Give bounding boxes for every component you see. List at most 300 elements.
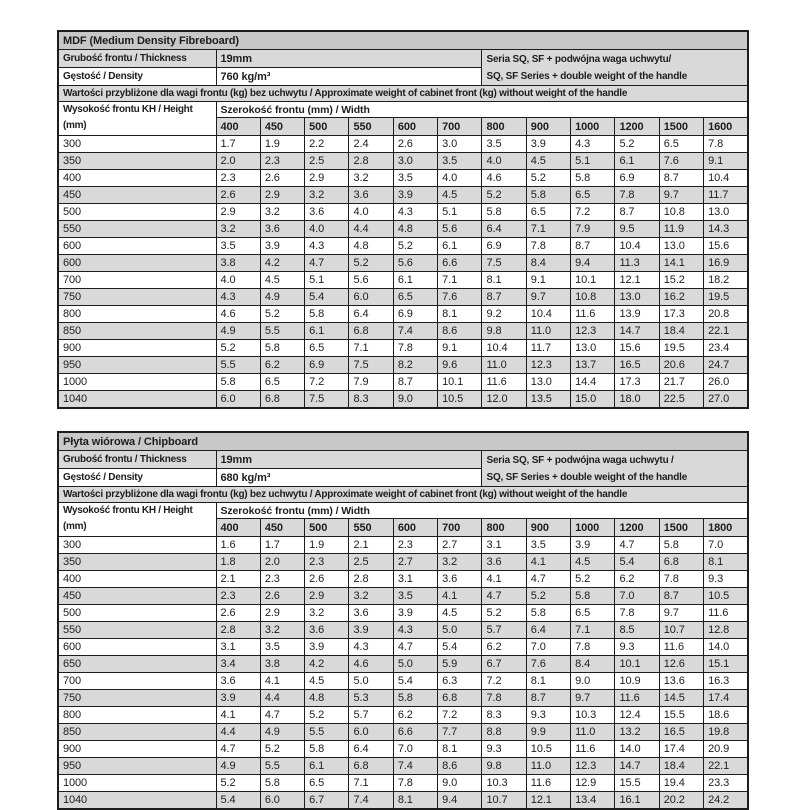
weight-cell: 1.9 bbox=[260, 136, 304, 153]
weight-cell: 16.3 bbox=[704, 673, 748, 690]
row-height-cell: 700 bbox=[58, 673, 216, 690]
weight-cell: 9.3 bbox=[526, 707, 570, 724]
weight-cell: 2.3 bbox=[260, 153, 304, 170]
width-header-cell: 1600 bbox=[704, 118, 748, 136]
weight-cell: 16.5 bbox=[615, 357, 659, 374]
weight-cell: 12.0 bbox=[482, 391, 526, 409]
weight-cell: 5.0 bbox=[438, 622, 482, 639]
series-note bbox=[482, 50, 748, 86]
weight-cell: 7.6 bbox=[526, 656, 570, 673]
weight-cell: 9.3 bbox=[482, 741, 526, 758]
width-header-cell: 700 bbox=[438, 118, 482, 136]
weight-cell: 7.4 bbox=[393, 323, 437, 340]
weight-cell: 13.9 bbox=[615, 306, 659, 323]
width-header-cell: 500 bbox=[305, 519, 349, 537]
height-header-label: Wysokość frontu KH / Height bbox=[63, 505, 193, 516]
weight-cell: 3.2 bbox=[260, 622, 304, 639]
weight-cell: 2.9 bbox=[216, 204, 260, 221]
weight-cell: 5.8 bbox=[260, 775, 304, 792]
weight-cell: 18.4 bbox=[659, 758, 703, 775]
weight-cell: 4.5 bbox=[438, 187, 482, 204]
weight-cell: 11.9 bbox=[659, 221, 703, 238]
weight-cell: 4.0 bbox=[305, 221, 349, 238]
weight-cell: 5.2 bbox=[526, 588, 570, 605]
row-height-cell: 500 bbox=[58, 605, 216, 622]
row-height-cell: 950 bbox=[58, 758, 216, 775]
table-row bbox=[58, 639, 748, 656]
weight-cell: 5.8 bbox=[216, 374, 260, 391]
thickness-row bbox=[58, 50, 748, 68]
weight-cell: 10.8 bbox=[659, 204, 703, 221]
weight-cell: 3.6 bbox=[305, 204, 349, 221]
weight-cell: 8.1 bbox=[438, 741, 482, 758]
weight-cell: 7.2 bbox=[438, 707, 482, 724]
table-row bbox=[58, 758, 748, 775]
weight-cell: 5.0 bbox=[349, 673, 393, 690]
weight-cell: 6.7 bbox=[482, 656, 526, 673]
weight-cell: 7.5 bbox=[482, 255, 526, 272]
width-header-cell: 600 bbox=[393, 519, 437, 537]
weight-cell: 8.7 bbox=[393, 374, 437, 391]
weight-cell: 6.5 bbox=[571, 187, 615, 204]
weight-cell: 11.6 bbox=[704, 605, 748, 622]
weight-cell: 16.2 bbox=[659, 289, 703, 306]
row-height-cell: 900 bbox=[58, 340, 216, 357]
table-row bbox=[58, 792, 748, 810]
weight-cell: 18.2 bbox=[704, 272, 748, 289]
width-header-cell: 800 bbox=[482, 519, 526, 537]
weight-cell: 4.7 bbox=[260, 707, 304, 724]
row-height-cell: 300 bbox=[58, 537, 216, 554]
weight-cell: 5.6 bbox=[349, 272, 393, 289]
weight-cell: 5.2 bbox=[216, 775, 260, 792]
weight-cell: 5.4 bbox=[393, 673, 437, 690]
weight-cell: 7.0 bbox=[393, 741, 437, 758]
weight-cell: 3.9 bbox=[349, 622, 393, 639]
weight-cell: 5.5 bbox=[216, 357, 260, 374]
weight-cell: 20.6 bbox=[659, 357, 703, 374]
weight-cell: 7.9 bbox=[349, 374, 393, 391]
weight-cell: 6.9 bbox=[393, 306, 437, 323]
weight-cell: 5.8 bbox=[305, 741, 349, 758]
weight-cell: 9.1 bbox=[438, 340, 482, 357]
weight-cell: 3.9 bbox=[393, 187, 437, 204]
weight-cell: 2.8 bbox=[349, 571, 393, 588]
mdf-title-row bbox=[58, 31, 748, 50]
weight-cell: 6.0 bbox=[260, 792, 304, 810]
weight-cell: 4.7 bbox=[305, 255, 349, 272]
weight-cell: 2.3 bbox=[216, 170, 260, 187]
width-header-cell: 450 bbox=[260, 118, 304, 136]
table-row bbox=[58, 537, 748, 554]
weight-cell: 9.4 bbox=[438, 792, 482, 810]
weight-cell: 3.8 bbox=[260, 656, 304, 673]
weight-cell: 4.5 bbox=[305, 673, 349, 690]
weight-cell: 4.7 bbox=[216, 741, 260, 758]
weight-cell: 12.1 bbox=[526, 792, 570, 810]
weight-cell: 6.1 bbox=[438, 238, 482, 255]
weight-cell: 13.0 bbox=[659, 238, 703, 255]
weight-cell: 3.6 bbox=[349, 605, 393, 622]
weight-cell: 6.3 bbox=[438, 673, 482, 690]
weight-cell: 8.6 bbox=[438, 758, 482, 775]
height-header-unit: (mm) bbox=[63, 120, 87, 131]
weight-cell: 2.5 bbox=[305, 153, 349, 170]
weight-cell: 24.7 bbox=[704, 357, 748, 374]
weight-cell: 11.0 bbox=[571, 724, 615, 741]
table-row bbox=[58, 340, 748, 357]
weight-cell: 8.1 bbox=[482, 272, 526, 289]
weight-cell: 2.8 bbox=[349, 153, 393, 170]
weight-cell: 6.9 bbox=[482, 238, 526, 255]
width-header-cell: 500 bbox=[305, 118, 349, 136]
weight-cell: 9.7 bbox=[571, 690, 615, 707]
weight-cell: 21.7 bbox=[659, 374, 703, 391]
table-row bbox=[58, 238, 748, 255]
weight-cell: 4.7 bbox=[482, 588, 526, 605]
weight-cell: 6.1 bbox=[305, 323, 349, 340]
weight-cell: 13.6 bbox=[659, 673, 703, 690]
weight-cell: 3.9 bbox=[393, 605, 437, 622]
weight-cell: 5.1 bbox=[571, 153, 615, 170]
mdf-table-body bbox=[58, 136, 748, 409]
weight-cell: 16.9 bbox=[704, 255, 748, 272]
weight-cell: 4.0 bbox=[482, 153, 526, 170]
weight-cell: 13.0 bbox=[526, 374, 570, 391]
width-header-cell: 900 bbox=[526, 118, 570, 136]
row-height-cell: 600 bbox=[58, 255, 216, 272]
weight-cell: 8.7 bbox=[482, 289, 526, 306]
weight-cell: 3.8 bbox=[216, 255, 260, 272]
weight-cell: 5.4 bbox=[216, 792, 260, 810]
row-height-cell: 600 bbox=[58, 639, 216, 656]
weight-cell: 14.7 bbox=[615, 323, 659, 340]
weight-cell: 15.2 bbox=[659, 272, 703, 289]
weight-cell: 8.4 bbox=[526, 255, 570, 272]
weight-cell: 3.9 bbox=[571, 537, 615, 554]
weight-cell: 4.3 bbox=[349, 639, 393, 656]
weight-cell: 3.6 bbox=[349, 187, 393, 204]
weight-cell: 11.6 bbox=[571, 741, 615, 758]
weight-cell: 6.8 bbox=[438, 690, 482, 707]
weight-cell: 11.7 bbox=[704, 187, 748, 204]
row-height-cell: 500 bbox=[58, 204, 216, 221]
weight-cell: 9.7 bbox=[526, 289, 570, 306]
weight-cell: 13.0 bbox=[704, 204, 748, 221]
weight-cell: 10.5 bbox=[526, 741, 570, 758]
weight-cell: 20.9 bbox=[704, 741, 748, 758]
weight-cell: 18.4 bbox=[659, 323, 703, 340]
table-title: Płyta wiórowa / Chipboard bbox=[58, 432, 748, 451]
weight-cell: 2.3 bbox=[393, 537, 437, 554]
weight-cell: 7.4 bbox=[349, 792, 393, 810]
weight-cell: 3.2 bbox=[438, 554, 482, 571]
weight-cell: 9.6 bbox=[438, 357, 482, 374]
weight-cell: 5.2 bbox=[571, 571, 615, 588]
weight-cell: 9.8 bbox=[482, 323, 526, 340]
weight-cell: 11.6 bbox=[482, 374, 526, 391]
weight-cell: 6.2 bbox=[393, 707, 437, 724]
weight-cell: 9.0 bbox=[393, 391, 437, 409]
weight-cell: 11.3 bbox=[615, 255, 659, 272]
table-row bbox=[58, 673, 748, 690]
density-value: 680 kg/m³ bbox=[216, 469, 482, 487]
weight-cell: 4.0 bbox=[216, 272, 260, 289]
weight-cell: 14.4 bbox=[571, 374, 615, 391]
weight-cell: 4.5 bbox=[438, 605, 482, 622]
row-height-cell: 450 bbox=[58, 588, 216, 605]
weight-cell: 11.7 bbox=[526, 340, 570, 357]
weight-cell: 3.2 bbox=[349, 170, 393, 187]
weight-cell: 5.5 bbox=[260, 758, 304, 775]
weight-cell: 4.8 bbox=[305, 690, 349, 707]
axis-header-row bbox=[58, 102, 748, 118]
weight-cell: 3.9 bbox=[305, 639, 349, 656]
weight-cell: 4.6 bbox=[349, 656, 393, 673]
weight-cell: 4.1 bbox=[526, 554, 570, 571]
chipboard-table-body bbox=[58, 537, 748, 810]
weight-cell: 3.6 bbox=[305, 622, 349, 639]
weight-cell: 4.1 bbox=[216, 707, 260, 724]
weight-cell: 2.6 bbox=[216, 605, 260, 622]
table-row bbox=[58, 136, 748, 153]
weight-cell: 10.4 bbox=[704, 170, 748, 187]
weight-cell: 8.1 bbox=[438, 306, 482, 323]
weight-cell: 12.3 bbox=[571, 323, 615, 340]
width-header-cell: 550 bbox=[349, 118, 393, 136]
weight-cell: 3.1 bbox=[216, 639, 260, 656]
weight-cell: 4.8 bbox=[393, 221, 437, 238]
weight-cell: 22.5 bbox=[659, 391, 703, 409]
table-row bbox=[58, 306, 748, 323]
weight-cell: 10.4 bbox=[526, 306, 570, 323]
series-note-line1: Seria SQ, SF + podwójna waga uchwytu / bbox=[486, 454, 674, 466]
table-row bbox=[58, 571, 748, 588]
weight-cell: 1.7 bbox=[216, 136, 260, 153]
weight-cell: 8.1 bbox=[526, 673, 570, 690]
weight-cell: 4.0 bbox=[438, 170, 482, 187]
series-note-line2: SQ, SF Series + double weight of the handle bbox=[486, 70, 688, 82]
table-row bbox=[58, 622, 748, 639]
table-row bbox=[58, 775, 748, 792]
weight-cell: 5.8 bbox=[571, 588, 615, 605]
width-header-cell: 1800 bbox=[704, 519, 748, 537]
weight-cell: 4.7 bbox=[393, 639, 437, 656]
weight-cell: 2.2 bbox=[305, 136, 349, 153]
weight-cell: 2.9 bbox=[305, 170, 349, 187]
weight-cell: 4.4 bbox=[349, 221, 393, 238]
weight-cell: 5.5 bbox=[260, 323, 304, 340]
weight-cell: 5.1 bbox=[438, 204, 482, 221]
table-row bbox=[58, 690, 748, 707]
weight-cell: 2.3 bbox=[305, 554, 349, 571]
weight-cell: 18.0 bbox=[615, 391, 659, 409]
weight-cell: 8.3 bbox=[482, 707, 526, 724]
row-height-cell: 550 bbox=[58, 622, 216, 639]
thickness-value: 19mm bbox=[216, 451, 482, 469]
weight-cell: 3.2 bbox=[260, 204, 304, 221]
weight-cell: 10.5 bbox=[438, 391, 482, 409]
row-height-cell: 900 bbox=[58, 741, 216, 758]
weight-cell: 1.6 bbox=[216, 537, 260, 554]
width-header: Szerokość frontu (mm) / Width bbox=[216, 102, 748, 118]
weight-cell: 8.2 bbox=[393, 357, 437, 374]
weight-cell: 4.9 bbox=[260, 724, 304, 741]
weight-cell: 3.9 bbox=[216, 690, 260, 707]
weight-cell: 6.9 bbox=[305, 357, 349, 374]
weight-cell: 4.4 bbox=[216, 724, 260, 741]
weight-cell: 6.7 bbox=[305, 792, 349, 810]
table-row bbox=[58, 187, 748, 204]
table-row bbox=[58, 221, 748, 238]
weight-cell: 5.2 bbox=[216, 340, 260, 357]
weight-cell: 13.2 bbox=[615, 724, 659, 741]
weight-cell: 4.3 bbox=[393, 622, 437, 639]
weight-cell: 4.9 bbox=[216, 758, 260, 775]
table-row bbox=[58, 153, 748, 170]
weight-cell: 2.0 bbox=[260, 554, 304, 571]
weight-cell: 9.5 bbox=[615, 221, 659, 238]
weight-cell: 17.3 bbox=[615, 374, 659, 391]
chipboard-title-row bbox=[58, 432, 748, 451]
weight-cell: 3.6 bbox=[438, 571, 482, 588]
weight-cell: 4.3 bbox=[393, 204, 437, 221]
weight-cell: 3.2 bbox=[305, 605, 349, 622]
series-note-line2: SQ, SF Series + double weight of the handle bbox=[486, 471, 688, 483]
width-header-cell: 400 bbox=[216, 118, 260, 136]
weight-cell: 4.5 bbox=[260, 272, 304, 289]
table-row bbox=[58, 170, 748, 187]
weight-cell: 19.5 bbox=[659, 340, 703, 357]
weight-cell: 8.6 bbox=[438, 323, 482, 340]
weight-cell: 7.8 bbox=[393, 340, 437, 357]
weight-cell: 17.4 bbox=[659, 741, 703, 758]
weight-cell: 4.7 bbox=[526, 571, 570, 588]
width-header-cell: 800 bbox=[482, 118, 526, 136]
weight-cell: 7.8 bbox=[704, 136, 748, 153]
weight-cell: 7.1 bbox=[349, 340, 393, 357]
weight-cell: 2.9 bbox=[260, 605, 304, 622]
weight-cell: 5.4 bbox=[305, 289, 349, 306]
weight-cell: 8.7 bbox=[659, 170, 703, 187]
weight-cell: 23.4 bbox=[704, 340, 748, 357]
weight-cell: 6.2 bbox=[260, 357, 304, 374]
weight-cell: 17.4 bbox=[704, 690, 748, 707]
weight-cell: 6.5 bbox=[260, 374, 304, 391]
weight-cell: 3.1 bbox=[393, 571, 437, 588]
weight-cell: 5.2 bbox=[349, 255, 393, 272]
row-height-cell: 350 bbox=[58, 153, 216, 170]
weight-cell: 10.1 bbox=[615, 656, 659, 673]
chipboard-table bbox=[57, 431, 749, 810]
weight-cell: 7.8 bbox=[615, 605, 659, 622]
weight-cell: 6.1 bbox=[305, 758, 349, 775]
width-header-cell: 1500 bbox=[659, 519, 703, 537]
weight-cell: 6.5 bbox=[393, 289, 437, 306]
weight-cell: 2.4 bbox=[349, 136, 393, 153]
table-row bbox=[58, 391, 748, 409]
weight-cell: 7.2 bbox=[305, 374, 349, 391]
weight-cell: 4.3 bbox=[305, 238, 349, 255]
weight-cell: 12.3 bbox=[571, 758, 615, 775]
thickness-value: 19mm bbox=[216, 50, 482, 68]
weight-cell: 10.7 bbox=[659, 622, 703, 639]
weight-cell: 6.0 bbox=[216, 391, 260, 409]
row-height-cell: 600 bbox=[58, 238, 216, 255]
weight-cell: 10.1 bbox=[571, 272, 615, 289]
weight-cell: 7.5 bbox=[349, 357, 393, 374]
thickness-label: Grubość frontu / Thickness bbox=[58, 451, 216, 469]
weight-cell: 14.5 bbox=[659, 690, 703, 707]
weight-cell: 9.7 bbox=[659, 187, 703, 204]
weight-cell: 8.8 bbox=[482, 724, 526, 741]
weight-cell: 7.2 bbox=[482, 673, 526, 690]
width-header-cell: 700 bbox=[438, 519, 482, 537]
weight-cell: 1.7 bbox=[260, 537, 304, 554]
weight-cell: 5.2 bbox=[260, 306, 304, 323]
weight-cell: 5.0 bbox=[393, 656, 437, 673]
weight-cell: 4.4 bbox=[260, 690, 304, 707]
weight-cell: 6.4 bbox=[482, 221, 526, 238]
weight-cell: 7.1 bbox=[526, 221, 570, 238]
weight-cell: 5.4 bbox=[615, 554, 659, 571]
weight-cell: 15.5 bbox=[615, 775, 659, 792]
weight-cell: 9.0 bbox=[571, 673, 615, 690]
weight-cell: 7.1 bbox=[571, 622, 615, 639]
table-row bbox=[58, 588, 748, 605]
weight-cell: 5.7 bbox=[482, 622, 526, 639]
table-row bbox=[58, 323, 748, 340]
weight-cell: 7.7 bbox=[438, 724, 482, 741]
table-row bbox=[58, 255, 748, 272]
weight-cell: 5.4 bbox=[438, 639, 482, 656]
weight-cell: 4.6 bbox=[216, 306, 260, 323]
weight-cell: 7.8 bbox=[659, 571, 703, 588]
width-header-cell: 600 bbox=[393, 118, 437, 136]
weight-cell: 13.0 bbox=[571, 340, 615, 357]
weight-cell: 10.4 bbox=[482, 340, 526, 357]
weight-cell: 5.8 bbox=[482, 204, 526, 221]
weight-cell: 10.9 bbox=[615, 673, 659, 690]
weight-cell: 3.5 bbox=[438, 153, 482, 170]
weight-cell: 2.6 bbox=[260, 170, 304, 187]
weight-cell: 6.5 bbox=[571, 605, 615, 622]
weight-cell: 15.0 bbox=[571, 391, 615, 409]
weight-cell: 6.5 bbox=[305, 340, 349, 357]
weight-cell: 13.4 bbox=[571, 792, 615, 810]
weight-cell: 3.0 bbox=[438, 136, 482, 153]
weight-cell: 8.5 bbox=[615, 622, 659, 639]
weight-cell: 10.3 bbox=[482, 775, 526, 792]
weight-cell: 20.8 bbox=[704, 306, 748, 323]
row-height-cell: 400 bbox=[58, 571, 216, 588]
weight-cell: 9.1 bbox=[526, 272, 570, 289]
density-value: 760 kg/m³ bbox=[216, 68, 482, 86]
weight-cell: 3.1 bbox=[482, 537, 526, 554]
weight-cell: 12.4 bbox=[615, 707, 659, 724]
weight-cell: 2.6 bbox=[216, 187, 260, 204]
weight-cell: 6.2 bbox=[615, 571, 659, 588]
weight-cell: 5.2 bbox=[526, 170, 570, 187]
weight-cell: 8.1 bbox=[393, 792, 437, 810]
approx-note: Wartości przybliżone dla wagi frontu (kg) bez uchwytu / Approximate weight of cabinet front (kg) without weight of the handle bbox=[58, 86, 748, 102]
table-row bbox=[58, 289, 748, 306]
weight-cell: 10.3 bbox=[571, 707, 615, 724]
thickness-row bbox=[58, 451, 748, 469]
weight-cell: 23.3 bbox=[704, 775, 748, 792]
weight-cell: 6.5 bbox=[659, 136, 703, 153]
width-header-cell: 1200 bbox=[615, 519, 659, 537]
